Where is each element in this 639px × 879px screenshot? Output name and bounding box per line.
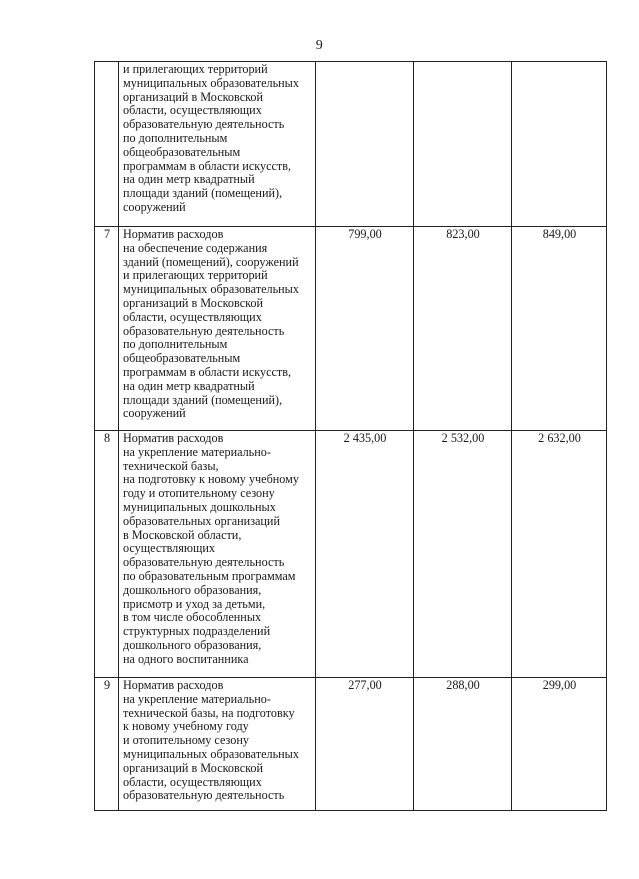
table-row <box>95 227 607 431</box>
description-line: площади зданий (помещений), <box>123 186 283 201</box>
description-line: зданий (помещений), сооружений <box>123 254 299 269</box>
value-year-2-cell: 823,00 <box>414 227 512 431</box>
description-line: по образовательным программам <box>123 568 296 583</box>
value-year-1-cell: 277,00 <box>316 678 414 811</box>
description-line: области, осуществляющих <box>123 774 262 789</box>
row-description-cell <box>119 431 316 678</box>
description-line: в Московской области, <box>123 527 242 542</box>
description-line: муниципальных образовательных <box>123 282 299 297</box>
description-line: технической базы, на подготовку <box>123 705 295 720</box>
description-line: Норматив расходов <box>123 678 224 692</box>
value-year-3-cell: 849,00 <box>512 227 607 431</box>
description-line: присмотр и уход за детьми, <box>123 596 266 611</box>
row-description-cell <box>119 678 316 811</box>
description-line: дошкольного образования, <box>123 582 262 597</box>
description-line: программам в области искусств, <box>123 158 292 173</box>
table-row <box>95 62 607 227</box>
description-line: к новому учебному году <box>123 719 249 734</box>
description-line: образовательную деятельность <box>123 788 285 803</box>
value-year-1-cell <box>316 62 414 227</box>
description-line: Норматив расходов <box>123 227 224 241</box>
table-row <box>95 678 607 811</box>
description-line: общеобразовательным <box>123 144 241 159</box>
description-line: образовательную деятельность <box>123 323 285 338</box>
description-line: сооружений <box>123 199 186 214</box>
value-year-2-cell <box>414 62 512 227</box>
description-line: на один метр квадратный <box>123 172 255 187</box>
description-line: организаций в Московской <box>123 89 264 104</box>
value-year-1-cell: 799,00 <box>316 227 414 431</box>
description-line: на укрепление материально- <box>123 444 271 459</box>
description-line: году и отопительному сезону <box>123 486 275 501</box>
description-line: организаций в Московской <box>123 295 264 310</box>
description-line: области, осуществляющих <box>123 103 262 118</box>
description-line: в том числе обособленных <box>123 610 262 625</box>
description-line: образовательную деятельность <box>123 117 285 132</box>
description-line: муниципальных образовательных <box>123 746 299 761</box>
description-line: образовательных организаций <box>123 513 280 528</box>
description-line: муниципальных дошкольных <box>123 499 276 514</box>
description-line: на один метр квадратный <box>123 378 255 393</box>
description-line: области, осуществляющих <box>123 309 262 324</box>
row-number-cell: 9 <box>95 678 119 811</box>
description-line: муниципальных образовательных <box>123 75 299 90</box>
value-year-1-cell: 2 435,00 <box>316 431 414 678</box>
description-line: на укрепление материально- <box>123 691 271 706</box>
description-line: на подготовку к новому учебному <box>123 472 299 487</box>
description-line: на обеспечение содержания <box>123 240 268 255</box>
description-line: общеобразовательным <box>123 351 241 366</box>
table-row <box>95 431 607 678</box>
value-year-3-cell: 299,00 <box>512 678 607 811</box>
page-number: 9 <box>315 38 324 53</box>
row-number-cell: 8 <box>95 431 119 678</box>
description-line: по дополнительным <box>123 130 228 145</box>
description-line: по дополнительным <box>123 337 228 352</box>
description-line: и прилегающих территорий <box>123 268 268 283</box>
value-year-3-cell <box>512 62 607 227</box>
description-line: и прилегающих территорий <box>123 62 268 76</box>
norms-table-body <box>95 62 607 811</box>
description-line: структурных подразделений <box>123 624 271 639</box>
description-line: на одного воспитанника <box>123 651 249 666</box>
row-number-cell: 7 <box>95 227 119 431</box>
description-line: площади зданий (помещений), <box>123 392 283 407</box>
value-year-2-cell: 2 532,00 <box>414 431 512 678</box>
row-number-cell <box>95 62 119 227</box>
value-year-3-cell: 2 632,00 <box>512 431 607 678</box>
row-description-cell <box>119 227 316 431</box>
description-line: и отопительному сезону <box>123 733 249 748</box>
value-year-2-cell: 288,00 <box>414 678 512 811</box>
description-line: программам в области искусств, <box>123 364 292 379</box>
description-line: дошкольного образования, <box>123 637 262 652</box>
description-line: технической базы, <box>123 458 219 473</box>
description-line: образовательную деятельность <box>123 555 285 570</box>
description-line: Норматив расходов <box>123 431 224 445</box>
norms-table <box>94 61 607 811</box>
description-line: сооружений <box>123 406 186 421</box>
row-description-cell <box>119 62 316 227</box>
description-line: осуществляющих <box>123 541 215 556</box>
description-line: организаций в Московской <box>123 760 264 775</box>
